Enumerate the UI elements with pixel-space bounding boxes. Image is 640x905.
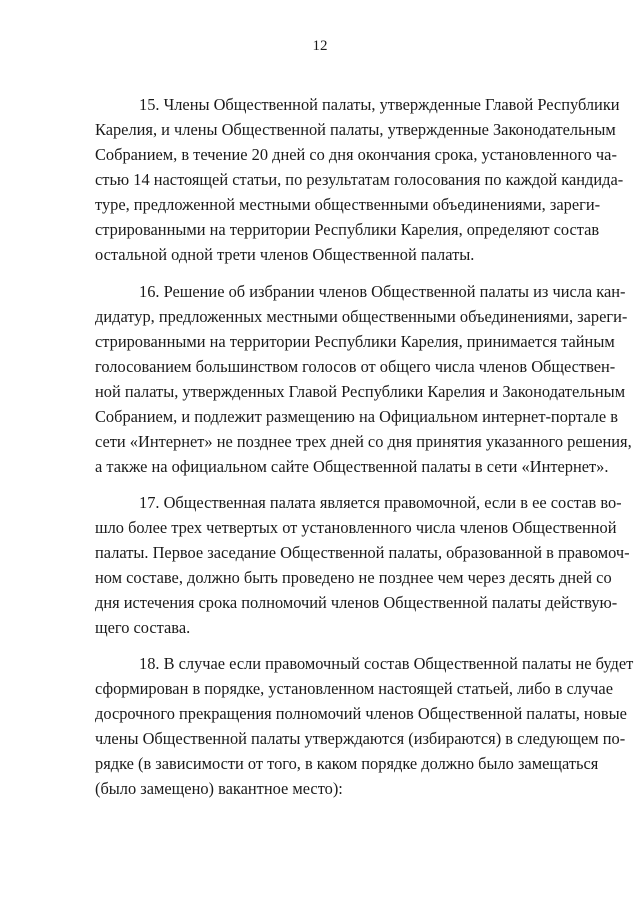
text-line: Карелия, и члены Общественной палаты, утвержденные Законодательным — [95, 120, 616, 139]
text-line: члены Общественной палаты утверждаются (избираются) в следующем по- — [95, 729, 626, 748]
text-line: стрированными на территории Республики Карелия, определяют состав — [95, 220, 600, 239]
text-line: 15. Члены Общественной палаты, утвержденные Главой Республики — [139, 95, 620, 114]
text-line: Собранием, в течение 20 дней со дня окончания срока, установленного ча- — [95, 145, 617, 164]
text-line: ной палаты, утвержденных Главой Республики Карелия и Законодательным — [95, 382, 626, 401]
page-number: 12 — [312, 38, 328, 54]
text-line: а также на официальном сайте Общественной палаты в сети «Интернет». — [95, 457, 609, 476]
text-line: ном составе, должно быть проведено не позднее чем через десять дней со — [95, 568, 612, 587]
text-line: 16. Решение об избрании членов Общественной палаты из числа кан- — [139, 282, 626, 301]
text-line: сети «Интернет» не позднее трех дней со дня принятия указанного решения, — [95, 432, 632, 451]
paragraph-18 — [95, 651, 634, 801]
text-line: голосованием большинством голосов от общего числа членов Обществен- — [95, 357, 616, 376]
text-line: стрированными на территории Республики Карелия, принимается тайным — [95, 332, 615, 351]
text-line: туре, предложенной местными общественными объединениями, зареги- — [95, 195, 601, 214]
text-line: палаты. Первое заседание Общественной палаты, образованной в правомоч- — [95, 543, 630, 562]
document-body — [95, 92, 634, 801]
text-line: сформирован в порядке, установленном настоящей статьей, либо в случае — [95, 679, 613, 698]
text-line: досрочного прекращения полномочий членов Общественной палаты, новые — [95, 704, 627, 723]
text-line: шло более трех четвертых от установленного числа членов Общественной — [95, 518, 617, 537]
paragraph-15 — [95, 92, 624, 267]
text-line: щего состава. — [95, 618, 191, 637]
text-line: дня истечения срока полномочий членов Общественной палаты действую- — [95, 593, 618, 612]
text-line: 18. В случае если правомочный состав Общественной палаты не будет — [139, 654, 634, 673]
text-line: стью 14 настоящей статьи, по результатам голосования по каждой кандида- — [95, 170, 624, 189]
text-line: 17. Общественная палата является правомочной, если в ее состав во- — [139, 493, 622, 512]
paragraph-17 — [95, 490, 630, 640]
paragraph-16 — [95, 279, 632, 479]
text-line: дидатур, предложенных местными общественными объединениями, зареги- — [95, 307, 628, 326]
text-line: рядке (в зависимости от того, в каком порядке должно было замещаться — [95, 754, 599, 773]
text-line: Собранием, и подлежит размещению на Официальном интернет-портале в — [95, 407, 618, 426]
text-line: (было замещено) вакантное место): — [95, 779, 343, 798]
text-line: остальной одной трети членов Общественной палаты. — [95, 245, 475, 264]
